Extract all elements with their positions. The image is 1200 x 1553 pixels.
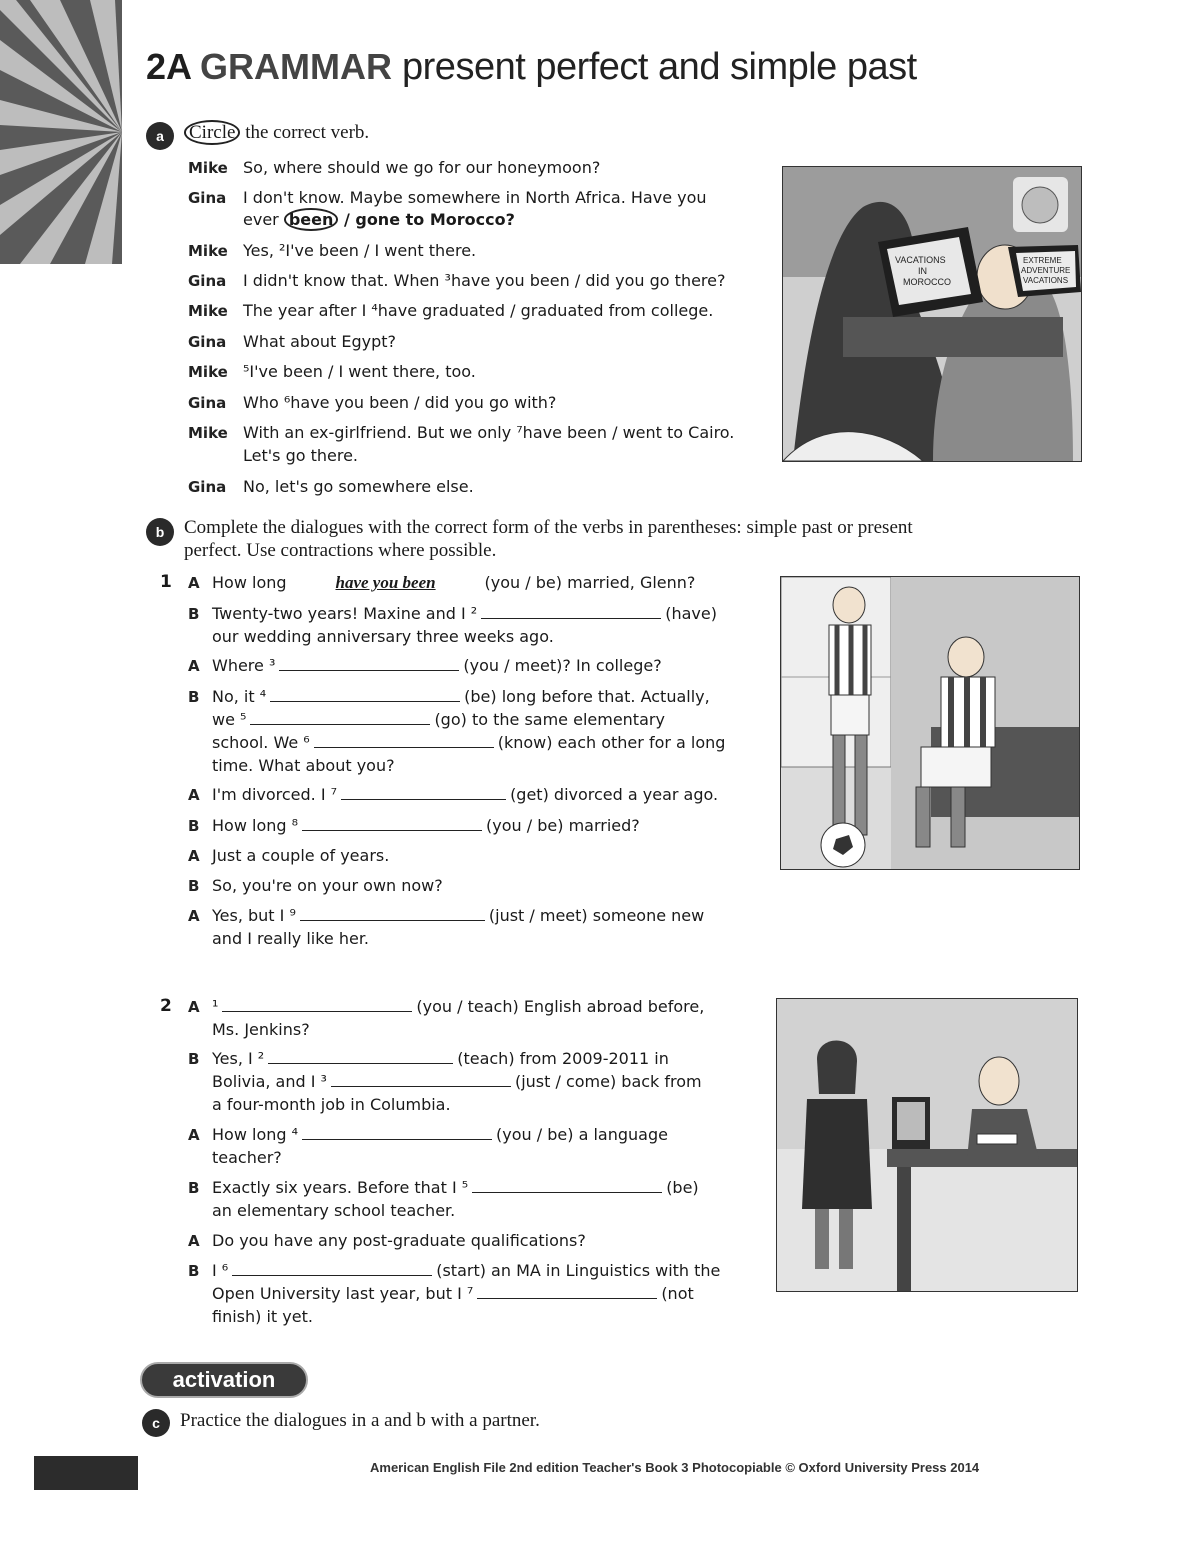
page-number-bar xyxy=(34,1456,138,1490)
dialogue-speaker: B xyxy=(188,1179,200,1197)
exercise-a-line: Let's go there. xyxy=(243,446,359,465)
activation-instruction: Practice the dialogues in a and b with a partner. xyxy=(180,1410,540,1431)
illustration-job-interview xyxy=(776,998,1078,1292)
exercise-a-line: No, let's go somewhere else. xyxy=(243,477,474,496)
dialogue-line: Exactly six years. Before that I ⁵ (be) xyxy=(212,1178,699,1197)
answer-blank[interactable] xyxy=(250,709,430,725)
dialogue-line: Where ³ (you / meet)? In college? xyxy=(212,656,662,675)
answer-blank[interactable] xyxy=(331,1071,511,1087)
exercise-a-instruction: Circle the correct verb. xyxy=(184,122,369,144)
dialogue-line: How long have you been (you / be) married, Glenn? xyxy=(212,573,696,592)
exercise-a-line: Who ⁶have you been / did you go with? xyxy=(243,393,557,412)
answer-blank[interactable] xyxy=(222,996,412,1012)
dialogue-line: a four-month job in Columbia. xyxy=(212,1095,451,1114)
illustration-footballers xyxy=(780,576,1080,870)
answer-blank[interactable] xyxy=(302,815,482,831)
screen1-text-3: MOROCCO xyxy=(903,277,951,287)
dialogue-line: our wedding anniversary three weeks ago. xyxy=(212,627,554,646)
dialogue-line: school. We ⁶ (know) each other for a long xyxy=(212,733,726,752)
dialogue-speaker: A xyxy=(188,847,200,865)
example-answer: have you been xyxy=(335,573,436,592)
dialogue-line: I'm divorced. I ⁷ (get) divorced a year ago. xyxy=(212,785,719,804)
dialogue-line: No, it ⁴ (be) long before that. Actually, xyxy=(212,687,710,706)
dialogue-speaker: B xyxy=(188,605,200,623)
answer-blank[interactable] xyxy=(270,686,460,702)
exercise-a-line: I don't know. Maybe somewhere in North Africa. Have you xyxy=(243,188,707,207)
dialogue-speaker: A xyxy=(188,657,200,675)
dialogue-2-number: 2 xyxy=(160,996,172,1016)
exercise-a-speaker: Mike xyxy=(188,302,228,320)
exercise-a-bullet: a xyxy=(146,122,174,150)
dialogue-line: Twenty-two years! Maxine and I ² (have) xyxy=(212,604,717,623)
exercise-a-line: ever been / gone to Morocco? xyxy=(243,210,515,229)
dialogue-line: Yes, I ² (teach) from 2009-2011 in xyxy=(212,1049,669,1068)
dialogue-line: So, you're on your own now? xyxy=(212,876,443,895)
dialogue-line: we ⁵ (go) to the same elementary xyxy=(212,710,665,729)
dialogue-speaker: A xyxy=(188,907,200,925)
answer-blank[interactable] xyxy=(472,1177,662,1193)
exercise-a-speaker: Gina xyxy=(188,333,227,351)
answer-blank[interactable] xyxy=(314,732,494,748)
page-title: 2A GRAMMAR present perfect and simple past xyxy=(146,46,917,88)
dialogue-line: Do you have any post-graduate qualifications? xyxy=(212,1231,586,1250)
screen2-text-1: EXTREME xyxy=(1023,256,1062,265)
dialogue-speaker: B xyxy=(188,877,200,895)
illustration-couple-laptops xyxy=(782,166,1082,462)
answer-blank[interactable] xyxy=(279,655,459,671)
answer-blank[interactable] xyxy=(341,784,506,800)
activation-bullet: c xyxy=(142,1409,170,1437)
screen1-text-2: IN xyxy=(918,266,927,276)
exercise-a-line: So, where should we go for our honeymoon? xyxy=(243,158,601,177)
dialogue-line: finish) it yet. xyxy=(212,1307,313,1326)
dialogue-speaker: A xyxy=(188,998,200,1016)
exercise-b-instruction: Complete the dialogues with the correct form of the verbs in parentheses: simple past or present perfect. Use contractions where possible. xyxy=(184,517,913,561)
dialogue-speaker: A xyxy=(188,574,200,592)
dialogue-line: ¹ (you / teach) English abroad before, xyxy=(212,997,705,1016)
dialogue-line: and I really like her. xyxy=(212,929,370,948)
activation-badge: activation xyxy=(140,1362,308,1398)
dialogue-line: Ms. Jenkins? xyxy=(212,1020,310,1039)
answer-blank[interactable] xyxy=(268,1048,453,1064)
footer-copyright: American English File 2nd edition Teacher's Book 3 Photocopiable © Oxford University Press 2014 xyxy=(370,1460,980,1475)
answer-blank[interactable] xyxy=(481,603,661,619)
dialogue-line: teacher? xyxy=(212,1148,282,1167)
exercise-a-line: ⁵I've been / I went there, too. xyxy=(243,362,476,381)
dialogue-speaker: A xyxy=(188,786,200,804)
exercise-b-bullet: b xyxy=(146,518,174,546)
exercise-a-speaker: Mike xyxy=(188,159,228,177)
exercise-a-speaker: Gina xyxy=(188,478,227,496)
sunburst-decoration xyxy=(0,0,122,264)
exercise-a-speaker: Mike xyxy=(188,363,228,381)
dialogue-line: Bolivia, and I ³ (just / come) back from xyxy=(212,1072,702,1091)
screen2-text-3: VACATIONS xyxy=(1023,276,1069,285)
dialogue-speaker: B xyxy=(188,817,200,835)
dialogue-speaker: B xyxy=(188,1050,200,1068)
dialogue-line: How long ⁴ (you / be) a language xyxy=(212,1125,668,1144)
answer-blank[interactable] xyxy=(300,905,485,921)
exercise-a-line: Yes, ²I've been / I went there. xyxy=(243,241,477,260)
exercise-a-speaker: Gina xyxy=(188,394,227,412)
dialogue-line: Open University last year, but I ⁷ (not xyxy=(212,1284,694,1303)
answer-blank[interactable] xyxy=(302,1124,492,1140)
screen2-text-2: ADVENTURE xyxy=(1021,266,1071,275)
exercise-a-speaker: Gina xyxy=(188,189,227,207)
exercise-a-speaker: Mike xyxy=(188,242,228,260)
exercise-a-speaker: Gina xyxy=(188,272,227,290)
dialogue-speaker: A xyxy=(188,1232,200,1250)
example-circled-answer[interactable]: been xyxy=(284,208,339,231)
answer-blank[interactable] xyxy=(477,1283,657,1299)
exercise-a-line: What about Egypt? xyxy=(243,332,397,351)
screen1-text-1: VACATIONS xyxy=(895,255,946,265)
exercise-a-speaker: Mike xyxy=(188,424,228,442)
answer-blank[interactable] xyxy=(232,1260,432,1276)
dialogue-line: an elementary school teacher. xyxy=(212,1201,456,1220)
dialogue-speaker: B xyxy=(188,1262,200,1280)
dialogue-1-number: 1 xyxy=(160,572,172,592)
dialogue-line: Yes, but I ⁹ (just / meet) someone new xyxy=(212,906,705,925)
exercise-a-line: I didn't know that. When ³have you been / did you go there? xyxy=(243,271,726,290)
dialogue-line: How long ⁸ (you / be) married? xyxy=(212,816,640,835)
exercise-a-line: With an ex-girlfriend. But we only ⁷have been / went to Cairo. xyxy=(243,423,735,442)
dialogue-line: I ⁶ (start) an MA in Linguistics with the xyxy=(212,1261,721,1280)
exercise-a-line: The year after I ⁴have graduated / graduated from college. xyxy=(243,301,714,320)
dialogue-line: time. What about you? xyxy=(212,756,395,775)
dialogue-speaker: B xyxy=(188,688,200,706)
dialogue-line: Just a couple of years. xyxy=(212,846,390,865)
dialogue-speaker: A xyxy=(188,1126,200,1144)
